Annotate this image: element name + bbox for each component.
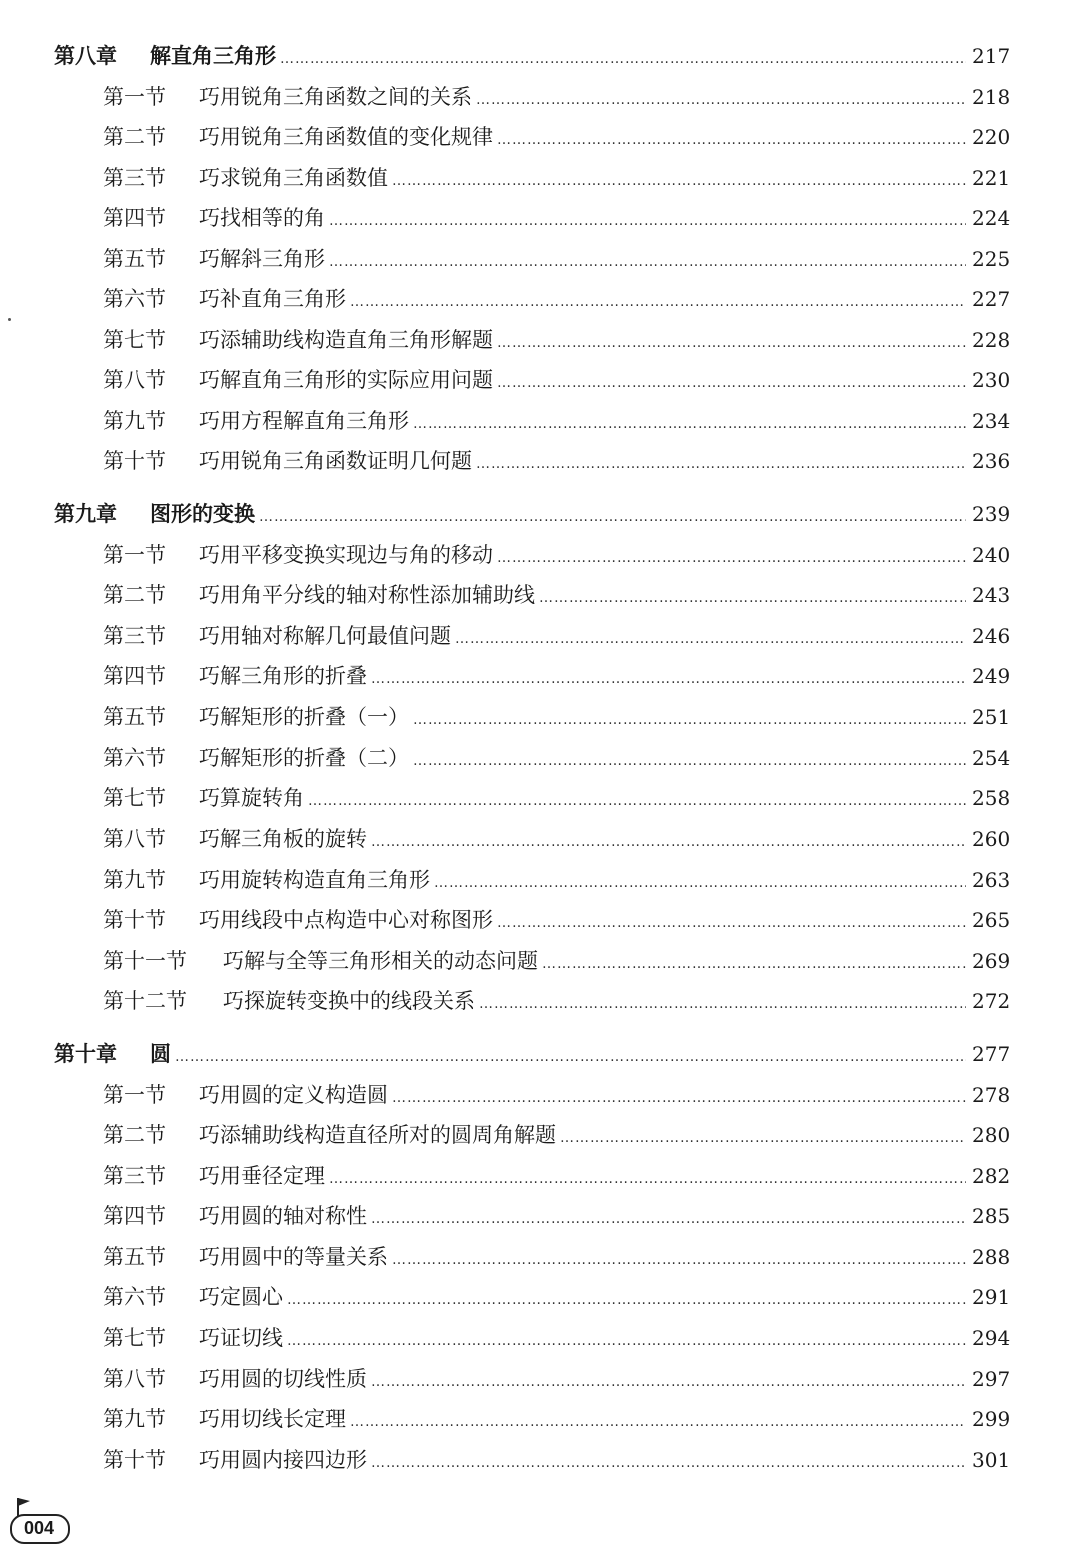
page-ref: 246 [972, 624, 1011, 648]
section-title: 巧用圆内接四边形 [199, 1448, 367, 1472]
page-ref: 291 [972, 1285, 1011, 1309]
section-title: 巧求锐角三角函数值 [199, 166, 388, 190]
section-title: 巧补直角三角形 [199, 287, 346, 311]
page-ref: 243 [972, 583, 1011, 607]
section-title: 巧解矩形的折叠（一） [199, 705, 409, 729]
section-title: 巧用切线长定理 [199, 1407, 346, 1431]
section-title: 巧解与全等三角形相关的动态问题 [223, 949, 538, 973]
section-row[interactable] [103, 535, 1010, 575]
dot-leader [329, 1159, 966, 1199]
page-ref: 258 [972, 786, 1011, 810]
section-title: 巧用锐角三角函数值的变化规律 [199, 125, 493, 149]
section-number: 第一节 [103, 1083, 166, 1107]
section-row[interactable] [103, 941, 1010, 981]
chapter-row[interactable] [54, 36, 1010, 76]
dot-leader [175, 1037, 966, 1077]
section-number: 第四节 [103, 206, 166, 230]
page-ref: 299 [972, 1407, 1011, 1431]
page-ref: 220 [972, 125, 1011, 149]
section-number: 第一节 [103, 543, 166, 567]
page-ref: 224 [972, 206, 1011, 230]
section-number: 第九节 [103, 1407, 166, 1431]
section-title: 巧探旋转变换中的线段关系 [223, 989, 475, 1013]
section-number: 第三节 [103, 166, 166, 190]
section-number: 第四节 [103, 1204, 166, 1228]
page-ref: 269 [972, 949, 1011, 973]
dot-leader [476, 80, 966, 120]
page-ref: 288 [972, 1245, 1011, 1269]
section-title: 巧用线段中点构造中心对称图形 [199, 908, 493, 932]
dot-leader [371, 822, 966, 862]
section-title: 巧证切线 [199, 1326, 283, 1350]
dot-leader [371, 659, 966, 699]
dot-leader [287, 1280, 966, 1320]
section-title: 巧解矩形的折叠（二） [199, 746, 409, 770]
section-title: 巧找相等的角 [199, 206, 325, 230]
section-number: 第八节 [103, 368, 166, 392]
dot-leader [497, 363, 966, 403]
chapter-title: 解直角三角形 [150, 44, 276, 68]
dot-leader [350, 1402, 966, 1442]
page-ref: 301 [972, 1448, 1011, 1472]
dot-leader [329, 242, 966, 282]
section-row[interactable] [103, 1156, 1010, 1196]
page-ref: 251 [972, 705, 1011, 729]
page-ref: 249 [972, 664, 1011, 688]
section-title: 巧解三角板的旋转 [199, 827, 367, 851]
dot-leader [371, 1443, 966, 1483]
section-row[interactable] [103, 1440, 1010, 1480]
section-title: 巧用圆的定义构造圆 [199, 1083, 388, 1107]
section-row[interactable] [103, 1277, 1010, 1317]
section-title: 巧用锐角三角函数证明几何题 [199, 449, 472, 473]
section-number: 第二节 [103, 583, 166, 607]
page-ref: 260 [972, 827, 1011, 851]
page-footer [8, 1496, 68, 1544]
dot-leader [413, 404, 966, 444]
dot-leader [350, 282, 966, 322]
section-number: 第二节 [103, 125, 166, 149]
scan-speck [8, 318, 11, 321]
section-number: 第十节 [103, 1448, 166, 1472]
section-row[interactable] [103, 1075, 1010, 1115]
dot-leader [434, 863, 966, 903]
page-ref: 294 [972, 1326, 1011, 1350]
dot-leader [392, 1078, 966, 1118]
page-ref: 228 [972, 328, 1011, 352]
section-row[interactable] [103, 360, 1010, 400]
section-title: 巧添辅助线构造直径所对的圆周角解题 [199, 1123, 556, 1147]
page-ref: 278 [972, 1083, 1011, 1107]
section-row[interactable] [103, 778, 1010, 818]
page-ref: 221 [972, 166, 1011, 190]
page-number: 004 [23, 1518, 55, 1538]
section-title: 巧用锐角三角函数之间的关系 [199, 85, 472, 109]
section-number: 第三节 [103, 624, 166, 648]
section-row[interactable] [103, 860, 1010, 900]
dot-leader [497, 538, 966, 578]
section-title: 巧用圆中的等量关系 [199, 1245, 388, 1269]
section-row[interactable] [103, 1115, 1010, 1155]
dot-leader [560, 1118, 966, 1158]
section-row[interactable] [103, 819, 1010, 859]
chapter-title: 圆 [150, 1042, 171, 1066]
section-number: 第九节 [103, 868, 166, 892]
dot-leader [542, 944, 966, 984]
section-title: 巧用方程解直角三角形 [199, 409, 409, 433]
section-row[interactable] [103, 117, 1010, 157]
section-number: 第八节 [103, 1367, 166, 1391]
section-number: 第二节 [103, 1123, 166, 1147]
section-title: 巧用平移变换实现边与角的移动 [199, 543, 493, 567]
section-number: 第十二节 [103, 989, 187, 1013]
dot-leader [371, 1199, 966, 1239]
section-row[interactable] [103, 320, 1010, 360]
section-number: 第五节 [103, 247, 166, 271]
section-number: 第七节 [103, 1326, 166, 1350]
dot-leader [413, 700, 966, 740]
section-row[interactable] [103, 1318, 1010, 1358]
section-title: 巧用垂径定理 [199, 1164, 325, 1188]
dot-leader [539, 578, 966, 618]
page-ref: 282 [972, 1164, 1011, 1188]
section-title: 巧解三角形的折叠 [199, 664, 367, 688]
dot-leader [308, 781, 966, 821]
dot-leader [259, 497, 966, 537]
section-row[interactable] [103, 198, 1010, 238]
section-title: 巧用圆的轴对称性 [199, 1204, 367, 1228]
chapter-row[interactable] [54, 494, 1010, 534]
page-ref: 239 [972, 502, 1011, 526]
section-title: 巧用轴对称解几何最值问题 [199, 624, 451, 648]
section-title: 巧解直角三角形的实际应用问题 [199, 368, 493, 392]
page-ref: 254 [972, 746, 1011, 770]
section-row[interactable] [103, 656, 1010, 696]
chapter-title: 图形的变换 [150, 502, 255, 526]
page-ref: 280 [972, 1123, 1011, 1147]
section-number: 第六节 [103, 746, 166, 770]
page-ref: 240 [972, 543, 1011, 567]
chapter-number: 第八章 [54, 44, 117, 68]
section-number: 第七节 [103, 786, 166, 810]
section-row[interactable] [103, 401, 1010, 441]
section-number: 第四节 [103, 664, 166, 688]
section-row[interactable] [103, 900, 1010, 940]
section-row[interactable] [103, 441, 1010, 481]
dot-leader [371, 1362, 966, 1402]
section-row[interactable] [103, 697, 1010, 737]
page-ref: 263 [972, 868, 1011, 892]
dot-leader [497, 120, 966, 160]
section-row[interactable] [103, 981, 1010, 1021]
dot-leader [329, 201, 966, 241]
section-number: 第三节 [103, 1164, 166, 1188]
section-row[interactable] [103, 158, 1010, 198]
section-title: 巧用圆的切线性质 [199, 1367, 367, 1391]
page-ref: 230 [972, 368, 1011, 392]
section-number: 第六节 [103, 1285, 166, 1309]
page-ref: 272 [972, 989, 1011, 1013]
section-number: 第五节 [103, 1245, 166, 1269]
page-ref: 277 [972, 1042, 1011, 1066]
section-row[interactable] [103, 738, 1010, 778]
page-ref: 236 [972, 449, 1011, 473]
section-number: 第十节 [103, 908, 166, 932]
section-number: 第十一节 [103, 949, 187, 973]
section-number: 第六节 [103, 287, 166, 311]
dot-leader [392, 161, 966, 201]
page-ref: 234 [972, 409, 1011, 433]
section-title: 巧用角平分线的轴对称性添加辅助线 [199, 583, 535, 607]
section-number: 第十节 [103, 449, 166, 473]
section-row[interactable] [103, 575, 1010, 615]
section-title: 巧用旋转构造直角三角形 [199, 868, 430, 892]
dot-leader [413, 741, 966, 781]
dot-leader [479, 984, 966, 1024]
section-title: 巧定圆心 [199, 1285, 283, 1309]
page-ref: 297 [972, 1367, 1011, 1391]
section-number: 第七节 [103, 328, 166, 352]
dot-leader [497, 903, 966, 943]
section-title: 巧解斜三角形 [199, 247, 325, 271]
section-row[interactable] [103, 1359, 1010, 1399]
section-title: 巧算旋转角 [199, 786, 304, 810]
section-row[interactable] [103, 239, 1010, 279]
dot-leader [287, 1321, 966, 1361]
dot-leader [497, 323, 966, 363]
flag-icon [14, 1496, 32, 1516]
dot-leader [280, 39, 966, 79]
section-row[interactable] [103, 616, 1010, 656]
section-row[interactable] [103, 1237, 1010, 1277]
section-number: 第八节 [103, 827, 166, 851]
page-ref: 217 [972, 44, 1011, 68]
dot-leader [455, 619, 966, 659]
section-row[interactable] [103, 1196, 1010, 1236]
section-number: 第一节 [103, 85, 166, 109]
section-title: 巧添辅助线构造直角三角形解题 [199, 328, 493, 352]
chapter-row[interactable] [54, 1034, 1010, 1074]
section-number: 第五节 [103, 705, 166, 729]
dot-leader [476, 444, 966, 484]
chapter-number: 第九章 [54, 502, 117, 526]
section-row[interactable] [103, 77, 1010, 117]
page-ref: 265 [972, 908, 1011, 932]
section-row[interactable] [103, 1399, 1010, 1439]
page-ref: 227 [972, 287, 1011, 311]
page-ref: 225 [972, 247, 1011, 271]
page-ref: 218 [972, 85, 1011, 109]
section-number: 第九节 [103, 409, 166, 433]
chapter-number: 第十章 [54, 1042, 117, 1066]
dot-leader [392, 1240, 966, 1280]
section-row[interactable] [103, 279, 1010, 319]
page-ref: 285 [972, 1204, 1011, 1228]
